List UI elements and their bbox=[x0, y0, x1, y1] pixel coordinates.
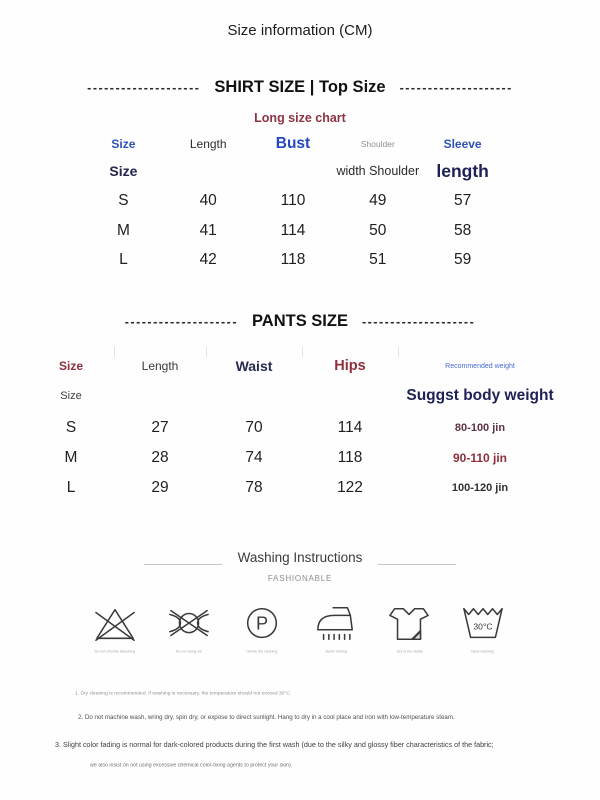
divider-line bbox=[378, 564, 456, 565]
pants-cell: 70 bbox=[245, 418, 263, 436]
shirt-size-table bbox=[81, 132, 505, 274]
care-icon-caption: Do not wring out bbox=[175, 650, 202, 654]
care-note-continuation: we also insist on not using excessive chemical color-fixing agents to protect your skin). bbox=[90, 763, 293, 769]
pants-col-header bbox=[206, 380, 302, 412]
shirt-col-header: Shoulder bbox=[360, 139, 395, 149]
pants-section-title: PANTS SIZE bbox=[252, 312, 348, 330]
pants-col-header: Size bbox=[58, 359, 83, 373]
wash-temperature-label: 30°C bbox=[473, 621, 493, 632]
dry-clean-letter: P bbox=[256, 613, 269, 634]
page-title: Size information (CM) bbox=[227, 22, 373, 39]
hand-wash-icon bbox=[460, 603, 506, 645]
shirt-section-title: SHIRT SIZE | Top Size bbox=[214, 78, 386, 96]
pants-col-header: Length bbox=[141, 359, 179, 373]
care-icon-block bbox=[232, 603, 292, 656]
washing-subtitle: FASHIONABLE bbox=[267, 574, 333, 583]
pants-cell: S bbox=[65, 418, 77, 436]
care-icon-block bbox=[306, 603, 366, 656]
shirt-col-header: length bbox=[436, 160, 489, 181]
shirt-col-header bbox=[166, 156, 251, 186]
washing-section-header bbox=[0, 550, 600, 565]
care-icon-block bbox=[379, 603, 439, 656]
shirt-col-header: Bust bbox=[275, 135, 311, 152]
dash-divider: -------------------- bbox=[124, 314, 239, 329]
care-icons-row bbox=[85, 603, 513, 656]
pants-col-header: Recommended weight bbox=[445, 362, 515, 370]
care-icon-block bbox=[453, 603, 513, 656]
shirt-cell: 57 bbox=[453, 192, 472, 209]
pants-weight-cell: 100-120 jin bbox=[451, 482, 509, 494]
shirt-col-header: Sleeve bbox=[443, 137, 482, 151]
shirt-cell: 114 bbox=[280, 221, 306, 239]
divider-line bbox=[144, 564, 222, 565]
pants-cell: 74 bbox=[245, 449, 263, 466]
do-not-bleach-icon bbox=[92, 603, 138, 645]
shirt-cell: L bbox=[119, 250, 128, 268]
care-note: 3. Slight color fading is normal for dark-colored products during the first wash (due to the silky and glossy fiber characteristics of the fabric; bbox=[55, 740, 494, 749]
shirt-section-header bbox=[0, 78, 600, 97]
pants-cell: 122 bbox=[337, 479, 363, 496]
shirt-cell: 50 bbox=[369, 221, 387, 239]
pants-col-header bbox=[114, 380, 206, 412]
pants-col-header: Size bbox=[60, 390, 82, 402]
care-icon-caption: Gentle dry cleaning bbox=[246, 650, 278, 654]
pants-col-header: Waist bbox=[235, 358, 273, 374]
shirt-cell: 118 bbox=[280, 250, 306, 268]
dash-divider: -------------------- bbox=[87, 80, 201, 95]
pants-cell: 118 bbox=[337, 449, 363, 466]
shirt-cell: 51 bbox=[369, 250, 387, 268]
pants-weight-cell: 90-110 jin bbox=[452, 451, 508, 465]
care-icon-block bbox=[159, 603, 219, 656]
shirt-subtitle: Long size chart bbox=[254, 111, 346, 125]
shirt-cell: 40 bbox=[199, 192, 217, 209]
shirt-col-header bbox=[251, 156, 336, 186]
pants-col-header: Suggst body weight bbox=[406, 387, 554, 404]
pants-col-header: Hips bbox=[334, 358, 366, 374]
shirt-cell: M bbox=[116, 221, 130, 239]
shirt-cell: S bbox=[118, 192, 129, 209]
shirt-col-header: Size bbox=[111, 137, 136, 151]
shirt-cell: 58 bbox=[453, 221, 472, 239]
do-not-wring-icon bbox=[166, 603, 212, 645]
pants-cell: 28 bbox=[151, 449, 169, 466]
pants-cell: 78 bbox=[245, 479, 263, 496]
pants-weight-cell: 80-100 jin bbox=[454, 421, 506, 434]
care-icon-caption: hand washing bbox=[471, 650, 495, 654]
care-icon-caption: Dry in the shade bbox=[396, 650, 423, 654]
dash-divider: -------------------- bbox=[399, 80, 513, 95]
dash-divider: -------------------- bbox=[361, 314, 476, 329]
shirt-cell: 49 bbox=[369, 192, 387, 209]
pants-cell: 114 bbox=[337, 418, 363, 436]
pants-section-header bbox=[0, 312, 600, 331]
pants-cell: M bbox=[64, 449, 78, 466]
steam-iron-icon bbox=[313, 603, 359, 645]
shirt-col-header: Length bbox=[189, 137, 227, 151]
care-note: 1. Dry cleaning is recommended. If washing is necessary, the temperature should not exceed 30°C. bbox=[75, 691, 292, 696]
shade-dry-icon bbox=[386, 603, 432, 645]
shirt-col-header: width Shoulder bbox=[336, 164, 420, 178]
pants-col-header bbox=[302, 380, 398, 412]
shirt-cell: 41 bbox=[199, 221, 217, 239]
pants-cell: 29 bbox=[151, 479, 169, 496]
shirt-cell: 59 bbox=[453, 250, 472, 268]
pants-size-table bbox=[28, 352, 562, 503]
care-icon-caption: steam ironing bbox=[324, 650, 347, 654]
shirt-col-header: Size bbox=[109, 163, 138, 179]
shirt-cell: 42 bbox=[199, 250, 217, 268]
shirt-cell: 110 bbox=[280, 192, 306, 209]
washing-title: Washing Instructions bbox=[237, 550, 363, 565]
pants-cell: 27 bbox=[151, 418, 169, 436]
dry-clean-icon bbox=[239, 603, 285, 645]
care-icon-caption: Do not chlorine bleaching bbox=[94, 650, 136, 654]
care-icon-block bbox=[85, 603, 145, 656]
care-note: 2. Do not machine wash, wring dry, spin dry, or expose to direct sunlight. Hang to dry in a cool place and iron with low-temperature steam. bbox=[78, 714, 455, 721]
pants-cell: L bbox=[66, 479, 76, 496]
